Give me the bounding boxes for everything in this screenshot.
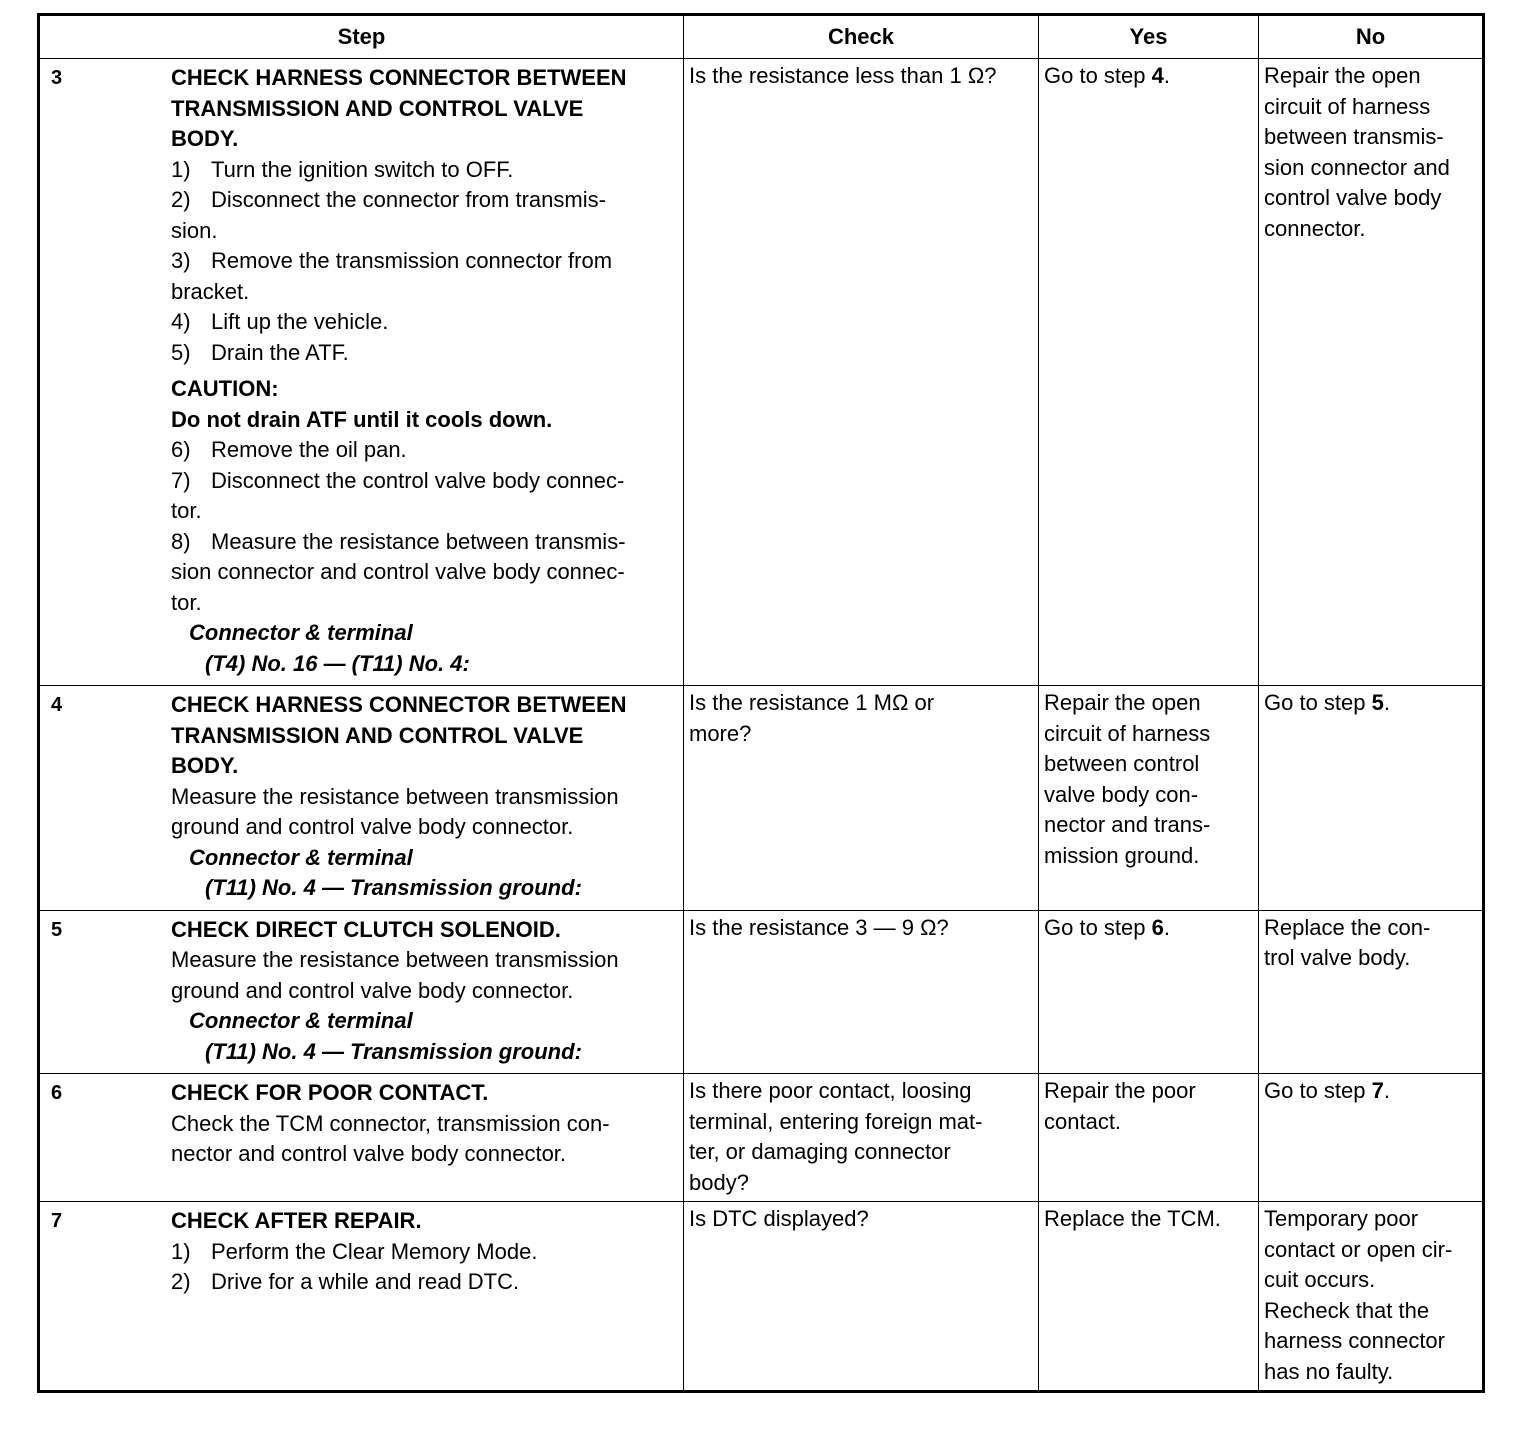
table-row-step-7 [39,1202,1484,1392]
yes-cell [1039,910,1259,1074]
yes-text: between control [1044,751,1200,776]
yes-cell [1039,686,1259,911]
yes-text: valve body con- [1044,781,1199,807]
step-title: CHECK AFTER REPAIR. [171,1208,422,1233]
yes-text: nector and trans- [1044,812,1211,837]
caution-text: Do not drain ATF until it cools down. [171,406,553,432]
step-text: ground and control valve body connector. [171,977,574,1003]
step-title: TRANSMISSION AND CONTROL VALVE [171,95,584,121]
no-text: has no faulty. [1264,1358,1394,1384]
procedure-item: 6) Remove the oil pan. [171,437,407,462]
caution-heading: CAUTION: [171,376,279,401]
no-cell [1259,686,1484,911]
step-number: 3 [51,67,63,89]
check-cell [684,59,1039,686]
step-title: CHECK DIRECT CLUTCH SOLENOID. [171,916,561,942]
procedure-item-cont: tor. [171,498,202,523]
no-text: Go to step [1264,1078,1372,1103]
header-yes: Yes [1039,15,1259,59]
check-text: more? [689,720,752,746]
procedure-item: 1) Turn the ignition switch to OFF. [171,156,514,182]
table-row-step-5 [39,910,1484,1074]
step-body [167,913,678,1071]
yes-text: Repair the open [1044,690,1201,715]
check-cell [684,1074,1039,1202]
check-text: ter, or damaging connector [689,1139,951,1164]
check-cell [684,1202,1039,1392]
connector-value: (T4) No. 16 — (T11) No. 4: [205,650,470,676]
step-body [167,61,678,682]
step-reference: 4 [1151,63,1164,88]
no-cell [1259,910,1484,1074]
procedure-item: 7) Disconnect the control valve body connec- [171,467,625,493]
procedure-item: 3) Remove the transmission connector from [171,248,613,273]
step-title: CHECK HARNESS CONNECTOR BETWEEN [171,65,627,90]
yes-text: circuit of harness [1044,720,1211,746]
procedure-item: 5) Drain the ATF. [171,339,349,365]
step-reference: 6 [1151,914,1164,940]
step-reference: 5 [1371,690,1384,715]
no-text-end: . [1383,1078,1390,1103]
header-row [39,15,1484,59]
no-text: Recheck that the [1264,1297,1430,1323]
procedure-item-cont: tor. [171,589,202,615]
procedure-item: 1) Perform the Clear Memory Mode. [171,1238,538,1264]
yes-text: Go to step [1044,914,1152,940]
connector-label: Connector & terminal [189,1008,413,1033]
connector-value: (T11) No. 4 — Transmission ground: [205,875,582,900]
step-title: CHECK FOR POOR CONTACT. [171,1080,489,1105]
check-text: body? [689,1169,749,1195]
step-cell [39,59,684,686]
check-text: Is DTC displayed? [689,1206,869,1231]
no-text: between transmis- [1264,124,1444,149]
table-row-step-3 [39,59,1484,686]
check-text: Is the resistance 1 MΩ or [689,690,935,715]
yes-cell [1039,1074,1259,1202]
no-text-end: . [1383,690,1390,715]
step-text: ground and control valve body connector. [171,814,574,839]
step-number: 7 [51,1210,63,1232]
step-body [167,1076,678,1173]
header-check: Check [684,15,1039,59]
check-cell [684,910,1039,1074]
connector-label: Connector & terminal [189,844,413,870]
no-text: Replace the con- [1264,914,1431,940]
no-cell [1259,1074,1484,1202]
yes-text: Repair the poor [1044,1078,1196,1103]
no-text: trol valve body. [1264,945,1411,970]
no-text: Temporary poor [1264,1206,1419,1231]
step-text: Check the TCM connector, transmission con- [171,1110,610,1136]
step-title: CHECK HARNESS CONNECTOR BETWEEN [171,692,627,717]
check-text: Is the resistance less than 1 Ω? [689,63,997,88]
no-cell [1259,59,1484,686]
step-number: 4 [51,694,63,716]
step-cell [39,1202,684,1392]
procedure-item: 4) Lift up the vehicle. [171,309,389,334]
procedure-item-cont: bracket. [171,278,250,304]
yes-text: mission ground. [1044,842,1200,868]
no-text: connector. [1264,215,1366,241]
step-cell [39,1074,684,1202]
no-text: harness connector [1264,1328,1445,1353]
procedure-item: 2) Drive for a while and read DTC. [171,1269,520,1294]
step-reference: 7 [1371,1078,1384,1103]
step-number: 5 [51,918,63,941]
connector-label: Connector & terminal [189,620,413,645]
procedure-item-cont: sion connector and control valve body connec- [171,559,625,584]
no-cell [1259,1202,1484,1392]
procedure-item: 8) Measure the resistance between transmis- [171,528,626,554]
yes-text: Replace the TCM. [1044,1206,1221,1231]
yes-cell [1039,59,1259,686]
header-no: No [1259,15,1484,59]
check-text: Is the resistance 3 — 9 Ω? [689,914,949,940]
table-row-step-4 [39,686,1484,911]
yes-text-end: . [1163,914,1170,940]
no-text: sion connector and [1264,154,1450,180]
step-cell [39,686,684,911]
check-text: terminal, entering foreign mat- [689,1108,983,1134]
yes-cell [1039,1202,1259,1392]
yes-text: Go to step [1044,63,1152,88]
no-text: Go to step [1264,690,1372,715]
no-text: circuit of harness [1264,93,1431,119]
no-text: control valve body [1264,185,1442,210]
step-title: BODY. [171,753,239,778]
check-cell [684,686,1039,911]
step-body [167,1204,678,1301]
no-text: cuit occurs. [1264,1267,1376,1292]
procedure-item-cont: sion. [171,217,218,243]
diagnostic-table [37,13,1485,1393]
header-step: Step [39,15,684,59]
step-title: TRANSMISSION AND CONTROL VALVE [171,722,584,748]
step-text: Measure the resistance between transmission [171,947,619,972]
yes-text-end: . [1163,63,1170,88]
step-body [167,688,678,907]
procedure-item: 2) Disconnect the connector from transmis- [171,187,606,212]
step-text: nector and control valve body connector. [171,1141,567,1166]
step-title: BODY. [171,126,239,151]
step-cell [39,910,684,1074]
step-number: 6 [51,1082,63,1104]
table-row-step-6 [39,1074,1484,1202]
no-text: contact or open cir- [1264,1236,1453,1262]
check-text: Is there poor contact, loosing [689,1078,972,1103]
step-text: Measure the resistance between transmission [171,783,619,809]
yes-text: contact. [1044,1108,1122,1134]
connector-value: (T11) No. 4 — Transmission ground: [205,1038,582,1064]
no-text: Repair the open [1264,63,1421,88]
